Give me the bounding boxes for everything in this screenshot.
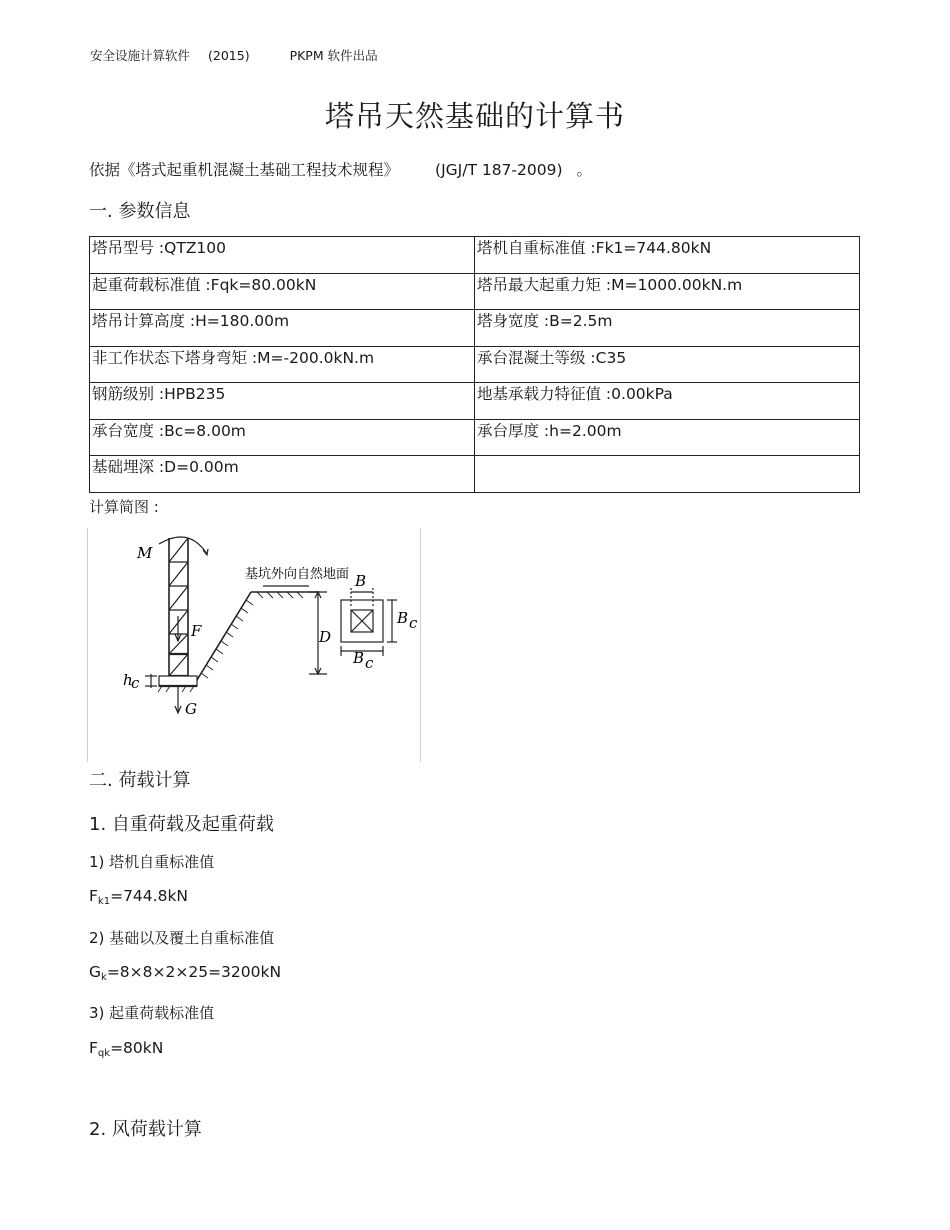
- table-cell: 塔吊计算高度 :H=180.00m: [90, 310, 475, 347]
- formula-fk1: [89, 887, 188, 907]
- item-label: 2) 基础以及覆土自重标准值: [89, 929, 275, 947]
- document-title: 塔吊天然基础的计算书: [324, 99, 625, 133]
- label-slab-width: B: [397, 609, 409, 627]
- label-moment: M: [137, 544, 153, 562]
- formula-subscript: k: [101, 972, 107, 983]
- diagram-caption: 计算简图 :: [89, 498, 159, 516]
- subsection-self-weight: 1. 自重荷载及起重荷载: [89, 814, 274, 835]
- formula-value: =744.8kN: [110, 887, 189, 905]
- basis-end: 。: [576, 161, 593, 179]
- formula-symbol: F: [89, 887, 98, 905]
- label-depth: D: [319, 628, 332, 646]
- basis-text: 依据《塔式起重机混凝土基础工程技术规程》: [89, 161, 400, 179]
- header-year: (2015): [208, 48, 250, 63]
- formula-value: =8×8×2×25=3200kN: [106, 963, 282, 981]
- page-header: [90, 46, 392, 64]
- label-slab-width-bottom: B: [353, 649, 365, 667]
- table-cell: 塔吊型号 :QTZ100: [90, 237, 475, 274]
- diagram-drawing: [87, 528, 421, 762]
- label-slab-thickness-sub: c: [131, 674, 140, 692]
- table-cell: 地基承载力特征值 :0.00kPa: [475, 383, 860, 420]
- item-label: 3) 起重荷载标准值: [89, 1004, 215, 1022]
- basis-line: [89, 158, 592, 180]
- table-row: [90, 273, 860, 310]
- params-table: [89, 236, 860, 493]
- table-row: [90, 456, 860, 493]
- table-cell: 钢筋级别 :HPB235: [90, 383, 475, 420]
- calculation-diagram: [87, 528, 421, 762]
- formula-fqk: [89, 1039, 163, 1059]
- section2-heading: 二. 荷载计算: [89, 770, 191, 791]
- table-cell: 承台厚度 :h=2.00m: [475, 419, 860, 456]
- table-cell: [475, 456, 860, 493]
- subsection-wind-load: 2. 风荷载计算: [89, 1119, 202, 1140]
- section1-heading: 一. 参数信息: [89, 201, 191, 222]
- table-cell: 基础埋深 :D=0.00m: [90, 456, 475, 493]
- label-force: F: [191, 622, 202, 640]
- table-row: [90, 346, 860, 383]
- table-cell: 塔吊最大起重力矩 :M=1000.00kN.m: [475, 273, 860, 310]
- table-cell: 承台混凝土等级 :C35: [475, 346, 860, 383]
- table-row: [90, 310, 860, 347]
- label-gravity: G: [185, 700, 197, 718]
- label-tower-width: B: [355, 572, 367, 590]
- item-label: 1) 塔机自重标准值: [89, 853, 215, 871]
- table-cell: 塔机自重标准值 :Fk1=744.80kN: [475, 237, 860, 274]
- header-publisher: PKPM 软件出品: [289, 48, 378, 63]
- header-software: 安全设施计算软件: [90, 48, 191, 63]
- basis-code: (JGJ/T 187-2009): [435, 161, 563, 179]
- table-cell: 非工作状态下塔身弯矩 :M=-200.0kN.m: [90, 346, 475, 383]
- table-row: [90, 237, 860, 274]
- table-cell: 起重荷载标准值 :Fqk=80.00kN: [90, 273, 475, 310]
- formula-symbol: G: [89, 963, 102, 981]
- formula-value: =80kN: [110, 1039, 164, 1057]
- table-row: [90, 419, 860, 456]
- label-ground-surface: 基坑外向自然地面: [245, 567, 350, 582]
- table-row: [90, 383, 860, 420]
- formula-gk: [89, 963, 281, 983]
- label-slab-width-bottom-sub: c: [365, 654, 374, 672]
- label-slab-thickness: h: [123, 671, 133, 689]
- formula-symbol: F: [89, 1039, 98, 1057]
- formula-subscript: k1: [97, 896, 111, 907]
- table-cell: 塔身宽度 :B=2.5m: [475, 310, 860, 347]
- table-cell: 承台宽度 :Bc=8.00m: [90, 419, 475, 456]
- label-slab-width-sub: c: [409, 614, 418, 632]
- formula-subscript: qk: [97, 1048, 111, 1059]
